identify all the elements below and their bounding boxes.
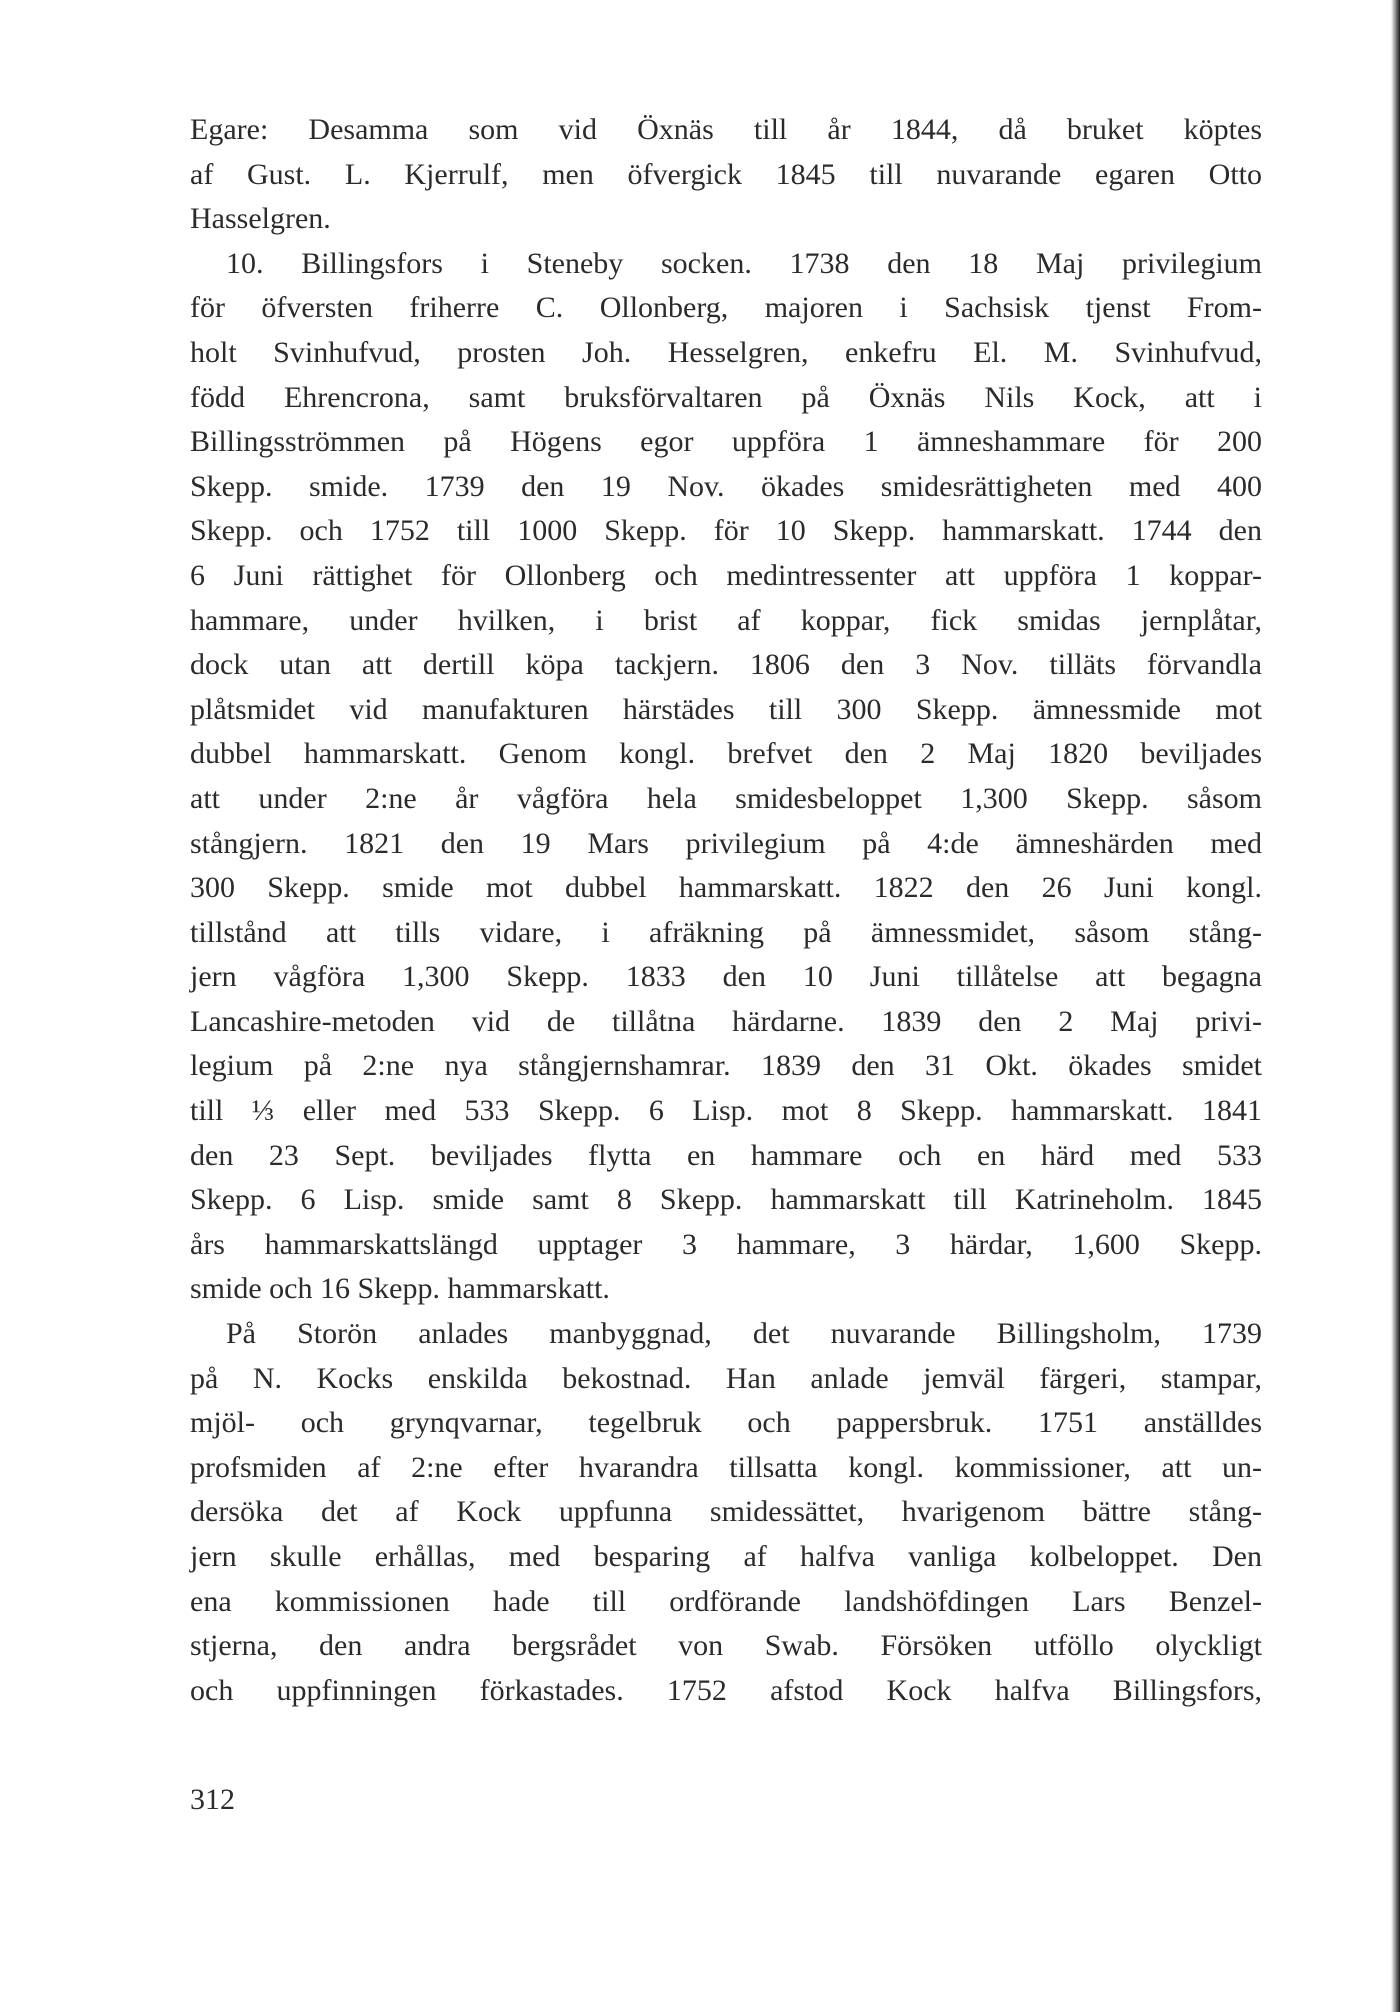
text-line: Egare: Desamma som vid Öxnäs till år 1844, då bruket köptes xyxy=(190,113,1262,146)
text-line: 300 Skepp. smide mot dubbel hammarskatt. 1822 den 26 Juni kongl. xyxy=(190,871,1262,905)
text-line: plåtsmidet vid manufakturen härstädes till 300 Skepp. ämnessmide mot xyxy=(190,692,1262,726)
text-line: dock utan att dertill köpa tackjern. 1806 den 3 Nov. tilläts förvandla xyxy=(190,648,1262,682)
text-line: tillstånd att tills vidare, i afräkning på ämnessmidet, såsom stång- xyxy=(190,915,1262,949)
text-line: jern vågföra 1,300 Skepp. 1833 den 10 Juni tillåtelse att begagna xyxy=(190,960,1262,994)
text-line: års hammarskattslängd upptager 3 hammare, 3 härdar, 1,600 Skepp. xyxy=(190,1227,1262,1261)
text-line: på N. Kocks enskilda bekostnad. Han anlade jemväl färgeri, stampar, xyxy=(190,1361,1262,1395)
text-line: för öfversten friherre C. Ollonberg, majoren i Sachsisk tjenst From- xyxy=(190,291,1262,325)
text-line: 10. Billingsfors i Steneby socken. 1738 den 18 Maj privilegium xyxy=(226,246,1262,280)
text-line: dubbel hammarskatt. Genom kongl. brefvet den 2 Maj 1820 beviljades xyxy=(190,737,1262,771)
text-line: mjöl- och grynqvarnar, tegelbruk och pappersbruk. 1751 anställdes xyxy=(190,1406,1262,1440)
text-line: Skepp. och 1752 till 1000 Skepp. för 10 Skepp. hammarskatt. 1744 den xyxy=(190,514,1262,548)
text-line: ena kommissionen hade till ordförande landshöfdingen Lars Benzel- xyxy=(190,1584,1262,1618)
text-line: profsmiden af 2:ne efter hvarandra tillsatta kongl. kommissioner, att un- xyxy=(190,1450,1262,1484)
text-line: stångjern. 1821 den 19 Mars privilegium på 4:de ämneshärden med xyxy=(190,826,1262,860)
text-line: Lancashire-metoden vid de tillåtna härdarne. 1839 den 2 Maj privi- xyxy=(190,1004,1262,1038)
text-line: Hasselgren. xyxy=(190,202,331,236)
text-line: holt Svinhufvud, prosten Joh. Hesselgren, enkefru El. M. Svinhufvud, xyxy=(190,335,1262,369)
text-line: jern skulle erhållas, med besparing af halfva vanliga kolbeloppet. Den xyxy=(190,1540,1262,1573)
text-line: af Gust. L. Kjerrulf, men öfvergick 1845 till nuvarande egaren Otto xyxy=(190,157,1262,191)
text-line: legium på 2:ne nya stångjernshamrar. 1839 den 31 Okt. ökades smidet xyxy=(190,1049,1262,1083)
page-number: 312 xyxy=(190,1783,235,1816)
text-line: smide och 16 Skepp. hammarskatt. xyxy=(190,1272,610,1306)
text-line: Skepp. 6 Lisp. smide samt 8 Skepp. hammarskatt till Katrineholm. 1845 xyxy=(190,1183,1262,1217)
text-line: dersöka det af Kock uppfunna smidessättet, hvarigenom bättre stång- xyxy=(190,1495,1262,1529)
text-line: född Ehrencrona, samt bruksförvaltaren på Öxnäs Nils Kock, att i xyxy=(190,380,1262,414)
page-edge-shadow xyxy=(1391,0,1400,2012)
text-line: till ⅓ eller med 533 Skepp. 6 Lisp. mot 8 Skepp. hammarskatt. 1841 xyxy=(190,1094,1262,1128)
text-line: Skepp. smide. 1739 den 19 Nov. ökades smidesrättigheten med 400 xyxy=(190,469,1262,503)
text-line: och uppfinningen förkastades. 1752 afstod Kock halfva Billingsfors, xyxy=(190,1673,1262,1707)
text-line: den 23 Sept. beviljades flytta en hammare och en härd med 533 xyxy=(190,1138,1262,1172)
text-line: hammare, under hvilken, i brist af koppar, fick smidas jernplåtar, xyxy=(190,603,1262,637)
text-line: Billingsströmmen på Högens egor uppföra 1 ämneshammare för 200 xyxy=(190,425,1262,459)
text-line: På Storön anlades manbyggnad, det nuvarande Billingsholm, 1739 xyxy=(226,1317,1262,1351)
body-text xyxy=(190,108,1262,1713)
text-line: 6 Juni rättighet för Ollonberg och medintressenter att uppföra 1 koppar- xyxy=(190,558,1262,592)
text-line: stjerna, den andra bergsrådet von Swab. Försöken utföllo olyckligt xyxy=(190,1629,1262,1663)
text-line: att under 2:ne år vågföra hela smidesbeloppet 1,300 Skepp. såsom xyxy=(190,781,1262,815)
